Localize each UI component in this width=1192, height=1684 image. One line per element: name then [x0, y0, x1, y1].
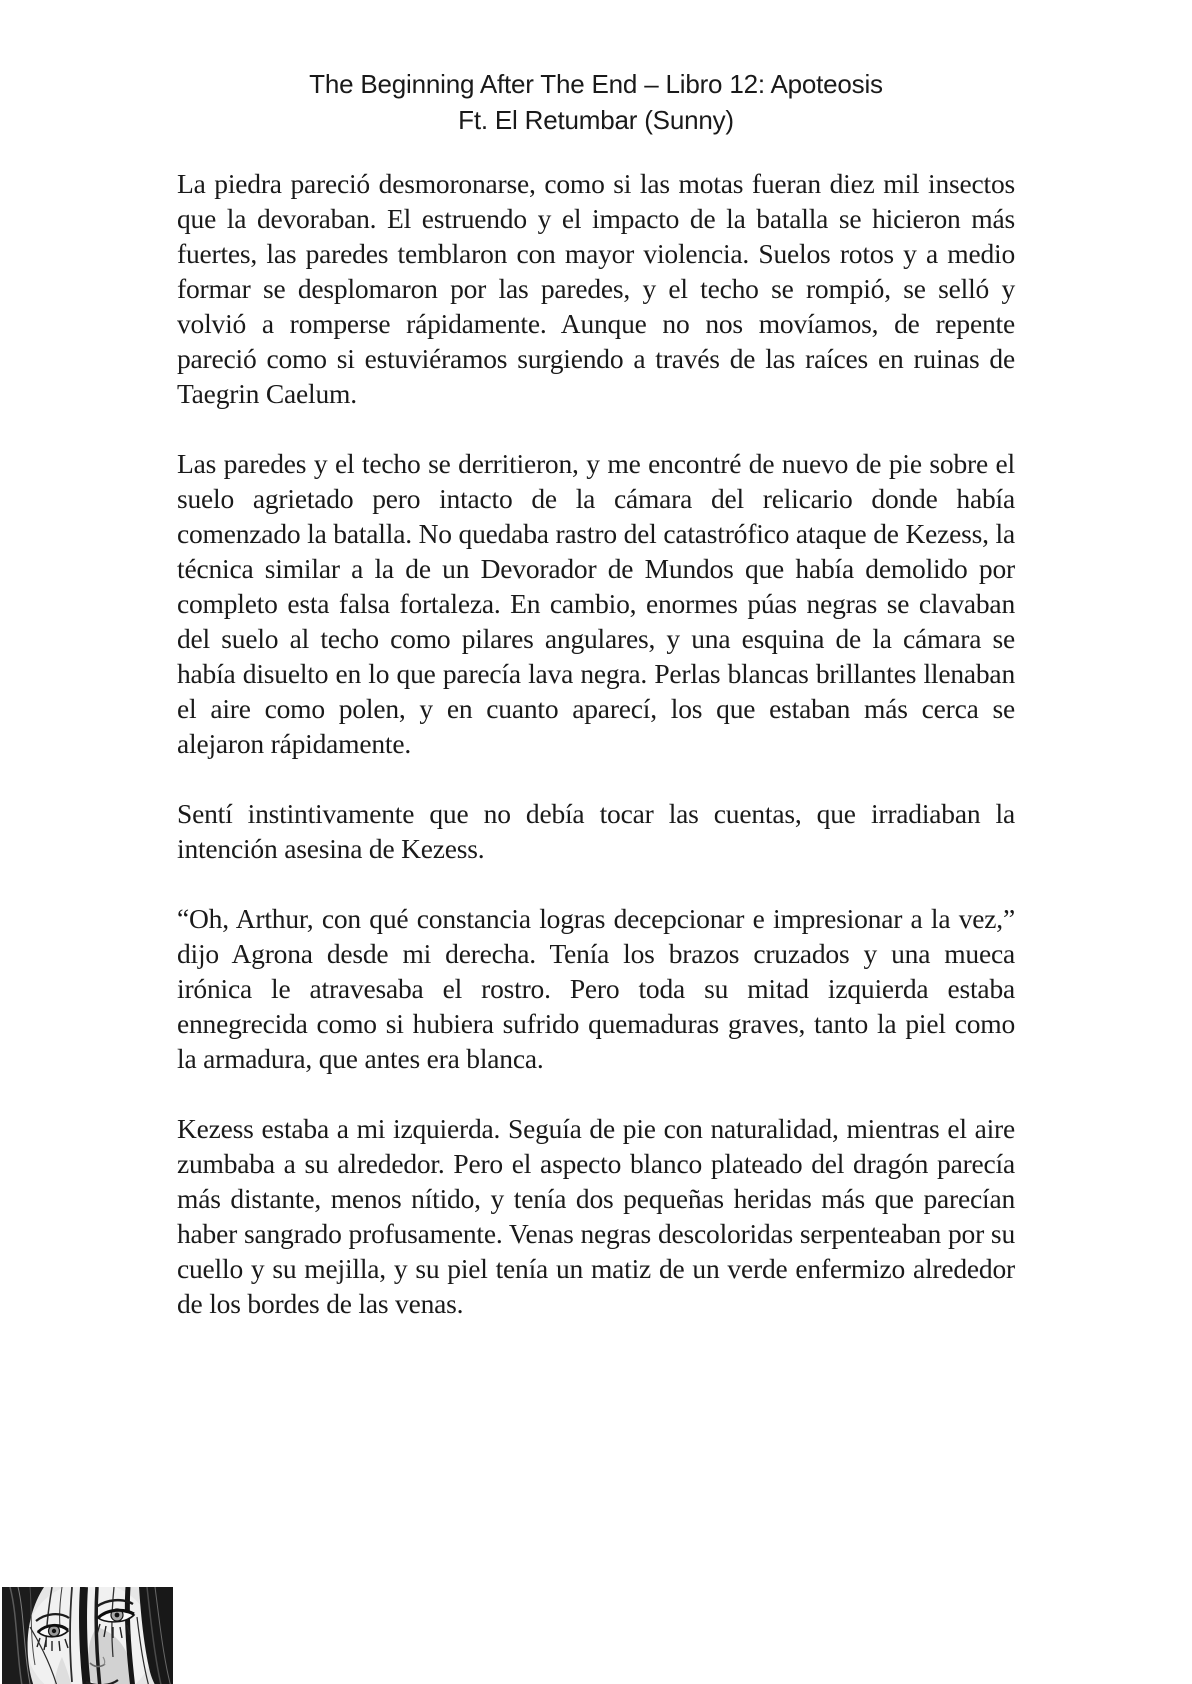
- paragraph-2: Las paredes y el techo se derritieron, y me encontré de nuevo de pie sobre el suelo agrietado pero intacto de la cámara del relicario donde había comenzado la batalla. No quedaba rastro del catastrófico ataque de Kezess, la técnica similar a la de un Devorador de Mundos que había demolido por completo esta falsa fortaleza. En cambio, enormes púas negras se clavaban del suelo al techo como pilares angulares, y una esquina de la cámara se había disuelto en lo que parecía lava negra. Perlas blancas brillantes llenaban el aire como polen, y en cuanto aparecí, los que estaban más cerca se alejaron rápidamente.: [177, 448, 1015, 759]
- document-subtitle: Ft. El Retumbar (Sunny): [458, 105, 734, 135]
- document-content: [177, 0, 1015, 1321]
- document-body: [177, 166, 1015, 1321]
- paragraph-4: “Oh, Arthur, con qué constancia logras decepcionar e impresionar a la vez,” dijo Agrona desde mi derecha. Tenía los brazos cruzados y una mueca irónica le atravesaba el rostro. Pero toda su mitad izquierda estaba ennegrecida como si hubiera sufrido quemaduras graves, tanto la piel como la armadura, que antes era blanca.: [177, 903, 1015, 1074]
- manga-face-illustration: [2, 1587, 173, 1684]
- document-header: [177, 66, 1015, 138]
- paragraph-1: La piedra pareció desmoronarse, como si las motas fueran diez mil insectos que la devoraban. El estruendo y el impacto de la batalla se hicieron más fuertes, las paredes temblaron con mayor violencia. Suelos rotos y a medio formar se desplomaron por las paredes, y el techo se rompió, se selló y volvió a romperse rápidamente. Aunque no nos movíamos, de repente pareció como si estuviéramos surgiendo a través de las raíces en ruinas de Taegrin Caelum.: [177, 168, 1015, 409]
- manga-face-drawing: [2, 1587, 173, 1684]
- paragraph-3: Sentí instintivamente que no debía tocar las cuentas, que irradiaban la intención asesina de Kezess.: [177, 798, 1015, 864]
- document-title: The Beginning After The End – Libro 12: Apoteosis: [309, 69, 883, 99]
- paragraph-5: Kezess estaba a mi izquierda. Seguía de pie con naturalidad, mientras el aire zumbaba a su alrededor. Pero el aspecto blanco plateado del dragón parecía más distante, menos nítido, y tenía dos pequeñas heridas más que parecían haber sangrado profusamente. Venas negras descoloridas serpenteaban por su cuello y su mejilla, y su piel tenía un matiz de un verde enfermizo alrededor de los bordes de las venas.: [177, 1113, 1015, 1319]
